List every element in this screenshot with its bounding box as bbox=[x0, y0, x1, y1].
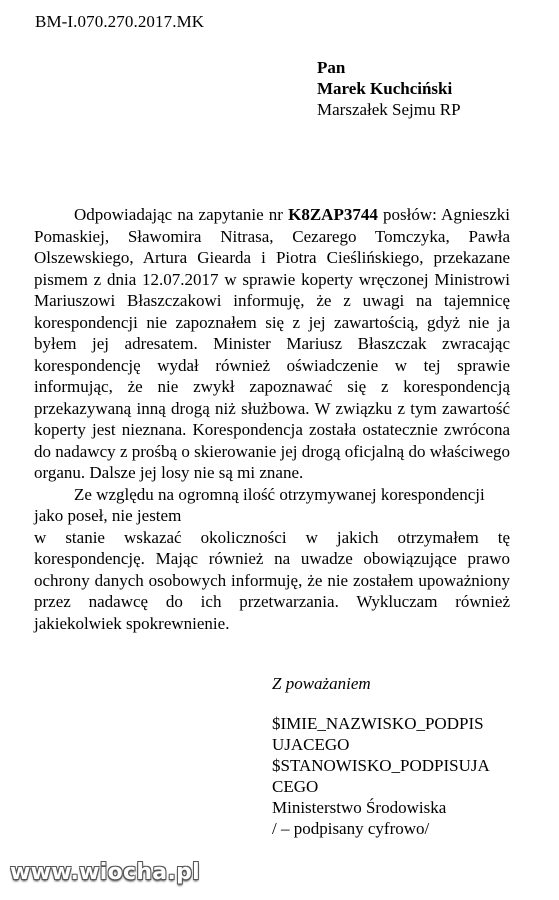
paragraph-2-line-1: Ze względu na ogromną ilość otrzymywanej korespondencji bbox=[74, 484, 485, 504]
closing-salutation: Z poważaniem bbox=[272, 674, 371, 693]
signature-name-line-2: UJACEGO bbox=[272, 735, 350, 754]
addressee-block bbox=[317, 57, 461, 120]
addressee-title: Marszałek Sejmu RP bbox=[317, 100, 461, 119]
signature-position-line-1: $STANOWISKO_PODPISUJA bbox=[272, 756, 490, 775]
paragraph-2-line-2: jako poseł, nie jestem bbox=[34, 506, 182, 525]
signature-position-line-2: CEGO bbox=[272, 777, 319, 796]
signature-ministry: Ministerstwo Środowiska bbox=[272, 798, 447, 817]
signature-digital-note: / – podpisany cyfrowo/ bbox=[272, 819, 430, 838]
site-watermark: www.wiocha.pl bbox=[10, 860, 200, 885]
document-reference-number: BM-I.070.270.2017.MK bbox=[35, 12, 205, 31]
paragraph-1 bbox=[34, 204, 510, 484]
signature-name-line-1: $IMIE_NAZWISKO_PODPIS bbox=[272, 714, 484, 733]
paragraph-2-rest: w stanie wskazać okoliczności w jakich otrzymałem tę korespondencję. Mając również na uwadze obowiązujące prawo ochrony danych osobowych informuję, że nie zostałem upoważniony przez nadawcę do ich przetwarzania. Wykluczam również jakiekolwiek spokrewnienie. bbox=[34, 527, 510, 633]
addressee-name: Marek Kuchciński bbox=[317, 79, 453, 98]
letter-body bbox=[34, 204, 510, 634]
paragraph-1-text: posłów: Agnieszki Pomaskiej, Sławomira Nitrasa, Cezarego Tomczyka, Pawła Olszewskiego, Artura Gieardа i Piotra Cieślińskiego, przekazane pismem z dnia 12.07.2017 w sprawie koperty wręczonej Ministrowi Mariuszowi Błaszczakowi informuję, że z uwagi na tajemnicę korespondencji nie zapoznałem się z jej zawartością, gdyż nie ja byłem jej adresatem. Minister Mariusz Błaszczak zwracając korespondencję wydał również oświadczenie w tej sprawie informując, że nie zwykł zapoznawać się z korespondencją przekazywaną inną drogą niż służbowa. W związku z tym zawartość koperty jest nieznana. Korespondencja została ostatecznie zwrócona do nadawcy z prośbą o skierowanie jej drogą oficjalną do właściwego organu. Dalsze jej losy nie są mi znane. bbox=[34, 205, 510, 482]
addressee-salutation: Pan bbox=[317, 58, 346, 77]
paragraph-1-intro: Odpowiadając na zapytanie nr bbox=[74, 205, 289, 224]
query-number: K8ZAP3744 bbox=[288, 205, 378, 224]
signature-block bbox=[272, 713, 512, 839]
